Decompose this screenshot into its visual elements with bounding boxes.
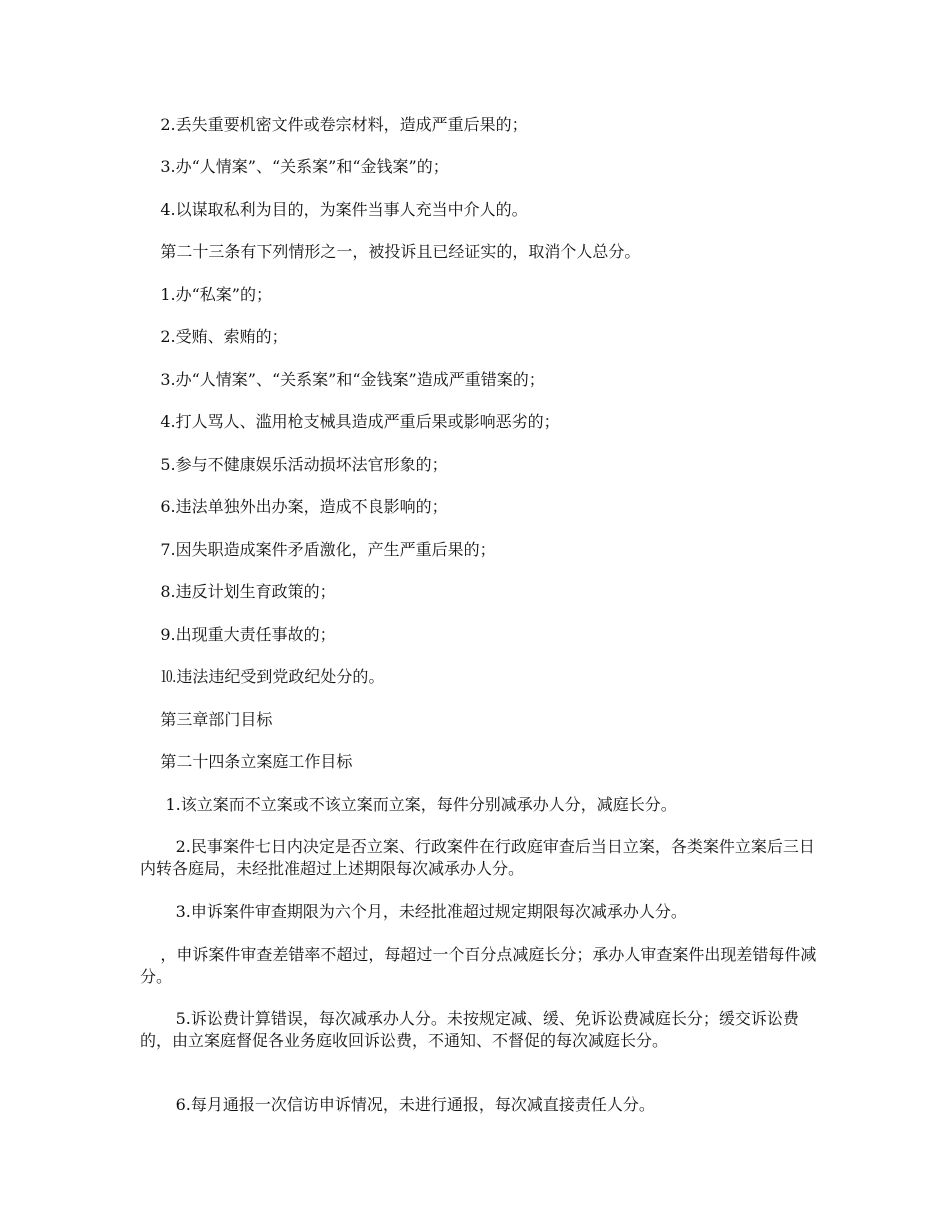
paragraph: 6.每月通报一次信访申诉情况，未进行通报，每次减直接责任人分。 — [140, 1095, 655, 1114]
paragraph: 6.违法单独外出办案，造成不良影响的； — [140, 497, 448, 516]
paragraph: 2.民事案件七日内决定是否立案、行政案件在行政庭审查后当日立案，各类案件立案后三日内转各庭局，未经批准超过上述期限每次减承办人分。 — [140, 837, 815, 878]
section-heading: 第三章部门目标 — [140, 710, 273, 729]
paragraph: ⒑违法违纪受到党政纪处分的。 — [140, 667, 385, 686]
paragraph: 第二十三条有下列情形之一，被投诉且已经证实的，取消个人总分。 — [140, 242, 641, 261]
paragraph: 4.打人骂人、滥用枪支械具造成严重后果或影响恶劣的； — [140, 412, 560, 431]
paragraph: 2.受贿、索贿的； — [140, 327, 288, 346]
paragraph: 7.因失职造成案件矛盾激化，产生严重后果的； — [140, 540, 496, 559]
paragraph: 1.办“私案”的； — [140, 285, 272, 304]
paragraph: 2.丢失重要机密文件或卷宗材料，造成严重后果的； — [140, 115, 528, 134]
article-heading: 第二十四条立案庭工作目标 — [140, 752, 353, 771]
paragraph: 4.以谋取私利为目的，为案件当事人充当中介人的。 — [140, 200, 528, 219]
paragraph: 5.诉讼费计算错误，每次减承办人分。未按规定减、缓、免诉讼费减庭长分；缓交诉讼费的，由立案庭督促各业务庭收回诉讼费，不通知、不督促的每次减庭长分。 — [140, 1009, 799, 1050]
paragraph: 3.办“人情案”、“关系案”和“金钱案”造成严重错案的； — [140, 370, 545, 389]
paragraph: 8.违反计划生育政策的； — [140, 582, 336, 601]
paragraph: 1.该立案而不立案或不该立案而立案，每件分别减承办人分，减庭长分。 — [140, 795, 677, 814]
paragraph: 3.办“人情案”、“关系案”和“金钱案”的； — [140, 157, 449, 176]
paragraph: 3.申诉案件审查期限为六个月，未经批准超过规定期限每次减承办人分。 — [140, 902, 687, 921]
paragraph: 5.参与不健康娱乐活动损坏法官形象的； — [140, 455, 448, 474]
paragraph: ，申诉案件审查差错率不超过，每超过一个百分点减庭长分；承办人审查案件出现差错每件减分。 — [140, 945, 817, 986]
paragraph: 9.出现重大责任事故的； — [140, 625, 336, 644]
